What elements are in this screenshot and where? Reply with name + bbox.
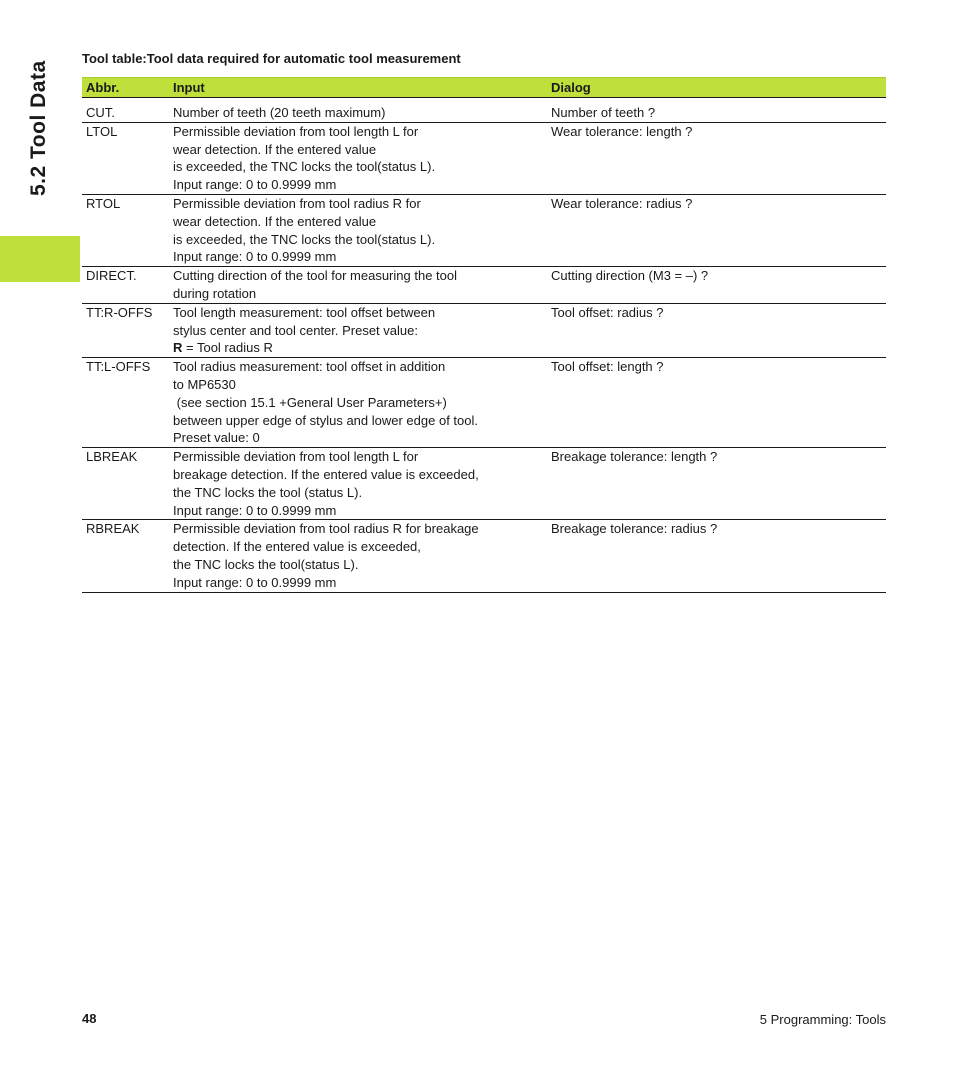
abbr-cell: LBREAK: [82, 448, 169, 520]
input-line: Input range: 0 to 0.9999 mm: [173, 249, 337, 265]
input-line: Permissible deviation from tool radius R for breakage: [173, 521, 479, 537]
abbr-cell: TT:L-OFFS: [82, 358, 169, 448]
dialog-cell: Wear tolerance: length ?: [547, 122, 886, 194]
dialog-cell: Tool offset: length ?: [547, 358, 886, 448]
dialog-cell: Breakage tolerance: length ?: [547, 448, 886, 520]
abbr-cell: DIRECT.: [82, 267, 169, 304]
input-line: [173, 339, 543, 357]
table-row: [82, 194, 886, 266]
input-cell: [169, 303, 547, 357]
table-row: [82, 303, 886, 357]
table-heading: Tool table:Tool data required for automatic tool measurement: [82, 51, 461, 66]
input-cell: [169, 267, 547, 304]
input-line: Input range: 0 to 0.9999 mm: [173, 177, 337, 193]
tool-data-table: [82, 77, 886, 593]
abbr-cell: RTOL: [82, 194, 169, 266]
input-line: stylus center and tool center. Preset value:: [173, 322, 418, 338]
input-line: wear detection. If the entered value: [173, 141, 377, 157]
input-bold-symbol: R: [173, 340, 183, 356]
input-cell: [169, 122, 547, 194]
dialog-cell: Tool offset: radius ?: [547, 303, 886, 357]
footer-chapter-title: 5 Programming: Tools: [759, 1012, 886, 1027]
abbr-cell: CUT.: [82, 98, 169, 123]
dialog-cell: Breakage tolerance: radius ?: [547, 520, 886, 592]
abbr-cell: RBREAK: [82, 520, 169, 592]
dialog-cell: Cutting direction (M3 = –) ?: [547, 267, 886, 304]
table-row: [82, 520, 886, 592]
abbr-cell: TT:R-OFFS: [82, 303, 169, 357]
section-side-title-text: 5.2 Tool Data: [27, 60, 50, 196]
input-line: Cutting direction of the tool for measuring the tool: [173, 268, 457, 284]
input-line: detection. If the entered value is exceeded,: [173, 539, 421, 555]
input-line: Permissible deviation from tool length L for: [173, 123, 419, 139]
column-header-abbr: Abbr.: [82, 78, 169, 98]
input-line: (see section 15.1 +General User Parameters+): [173, 394, 447, 410]
input-cell: [169, 520, 547, 592]
input-line: Permissible deviation from tool radius R for: [173, 195, 421, 211]
table-row: [82, 358, 886, 448]
table-header-row: [82, 78, 886, 98]
input-cell: [169, 448, 547, 520]
table-row: [82, 122, 886, 194]
input-line: Tool radius measurement: tool offset in addition: [173, 359, 446, 375]
input-cell: [169, 98, 547, 123]
column-header-input: Input: [169, 78, 547, 98]
dialog-cell: Wear tolerance: radius ?: [547, 194, 886, 266]
section-tab-marker: [0, 236, 80, 282]
abbr-cell: LTOL: [82, 122, 169, 194]
input-line: wear detection. If the entered value: [173, 213, 377, 229]
input-line: is exceeded, the TNC locks the tool(status L).: [173, 159, 436, 175]
table-row: [82, 448, 886, 520]
page-number: 48: [82, 1011, 97, 1026]
input-line: Input range: 0 to 0.9999 mm: [173, 574, 337, 590]
input-line: Tool length measurement: tool offset between: [173, 304, 436, 320]
table-row: [82, 98, 886, 123]
input-line: the TNC locks the tool (status L).: [173, 484, 363, 500]
input-line: between upper edge of stylus and lower edge of tool.: [173, 412, 478, 428]
input-line-tail: = Tool radius R: [182, 340, 273, 356]
input-cell: [169, 194, 547, 266]
table-row: [82, 267, 886, 304]
input-line: is exceeded, the TNC locks the tool(status L).: [173, 231, 436, 247]
input-line: to MP6530: [173, 376, 236, 392]
dialog-cell: Number of teeth ?: [547, 98, 886, 123]
input-line: during rotation: [173, 285, 257, 301]
input-line: Permissible deviation from tool length L for: [173, 449, 419, 465]
column-header-dialog: Dialog: [547, 78, 886, 98]
input-line: Number of teeth (20 teeth maximum): [173, 105, 386, 120]
input-line: the TNC locks the tool(status L).: [173, 556, 359, 572]
input-cell: [169, 358, 547, 448]
section-side-title: [27, 51, 55, 201]
input-line: Input range: 0 to 0.9999 mm: [173, 502, 337, 518]
input-line: Preset value: 0: [173, 430, 260, 446]
input-line: breakage detection. If the entered value is exceeded,: [173, 466, 479, 482]
